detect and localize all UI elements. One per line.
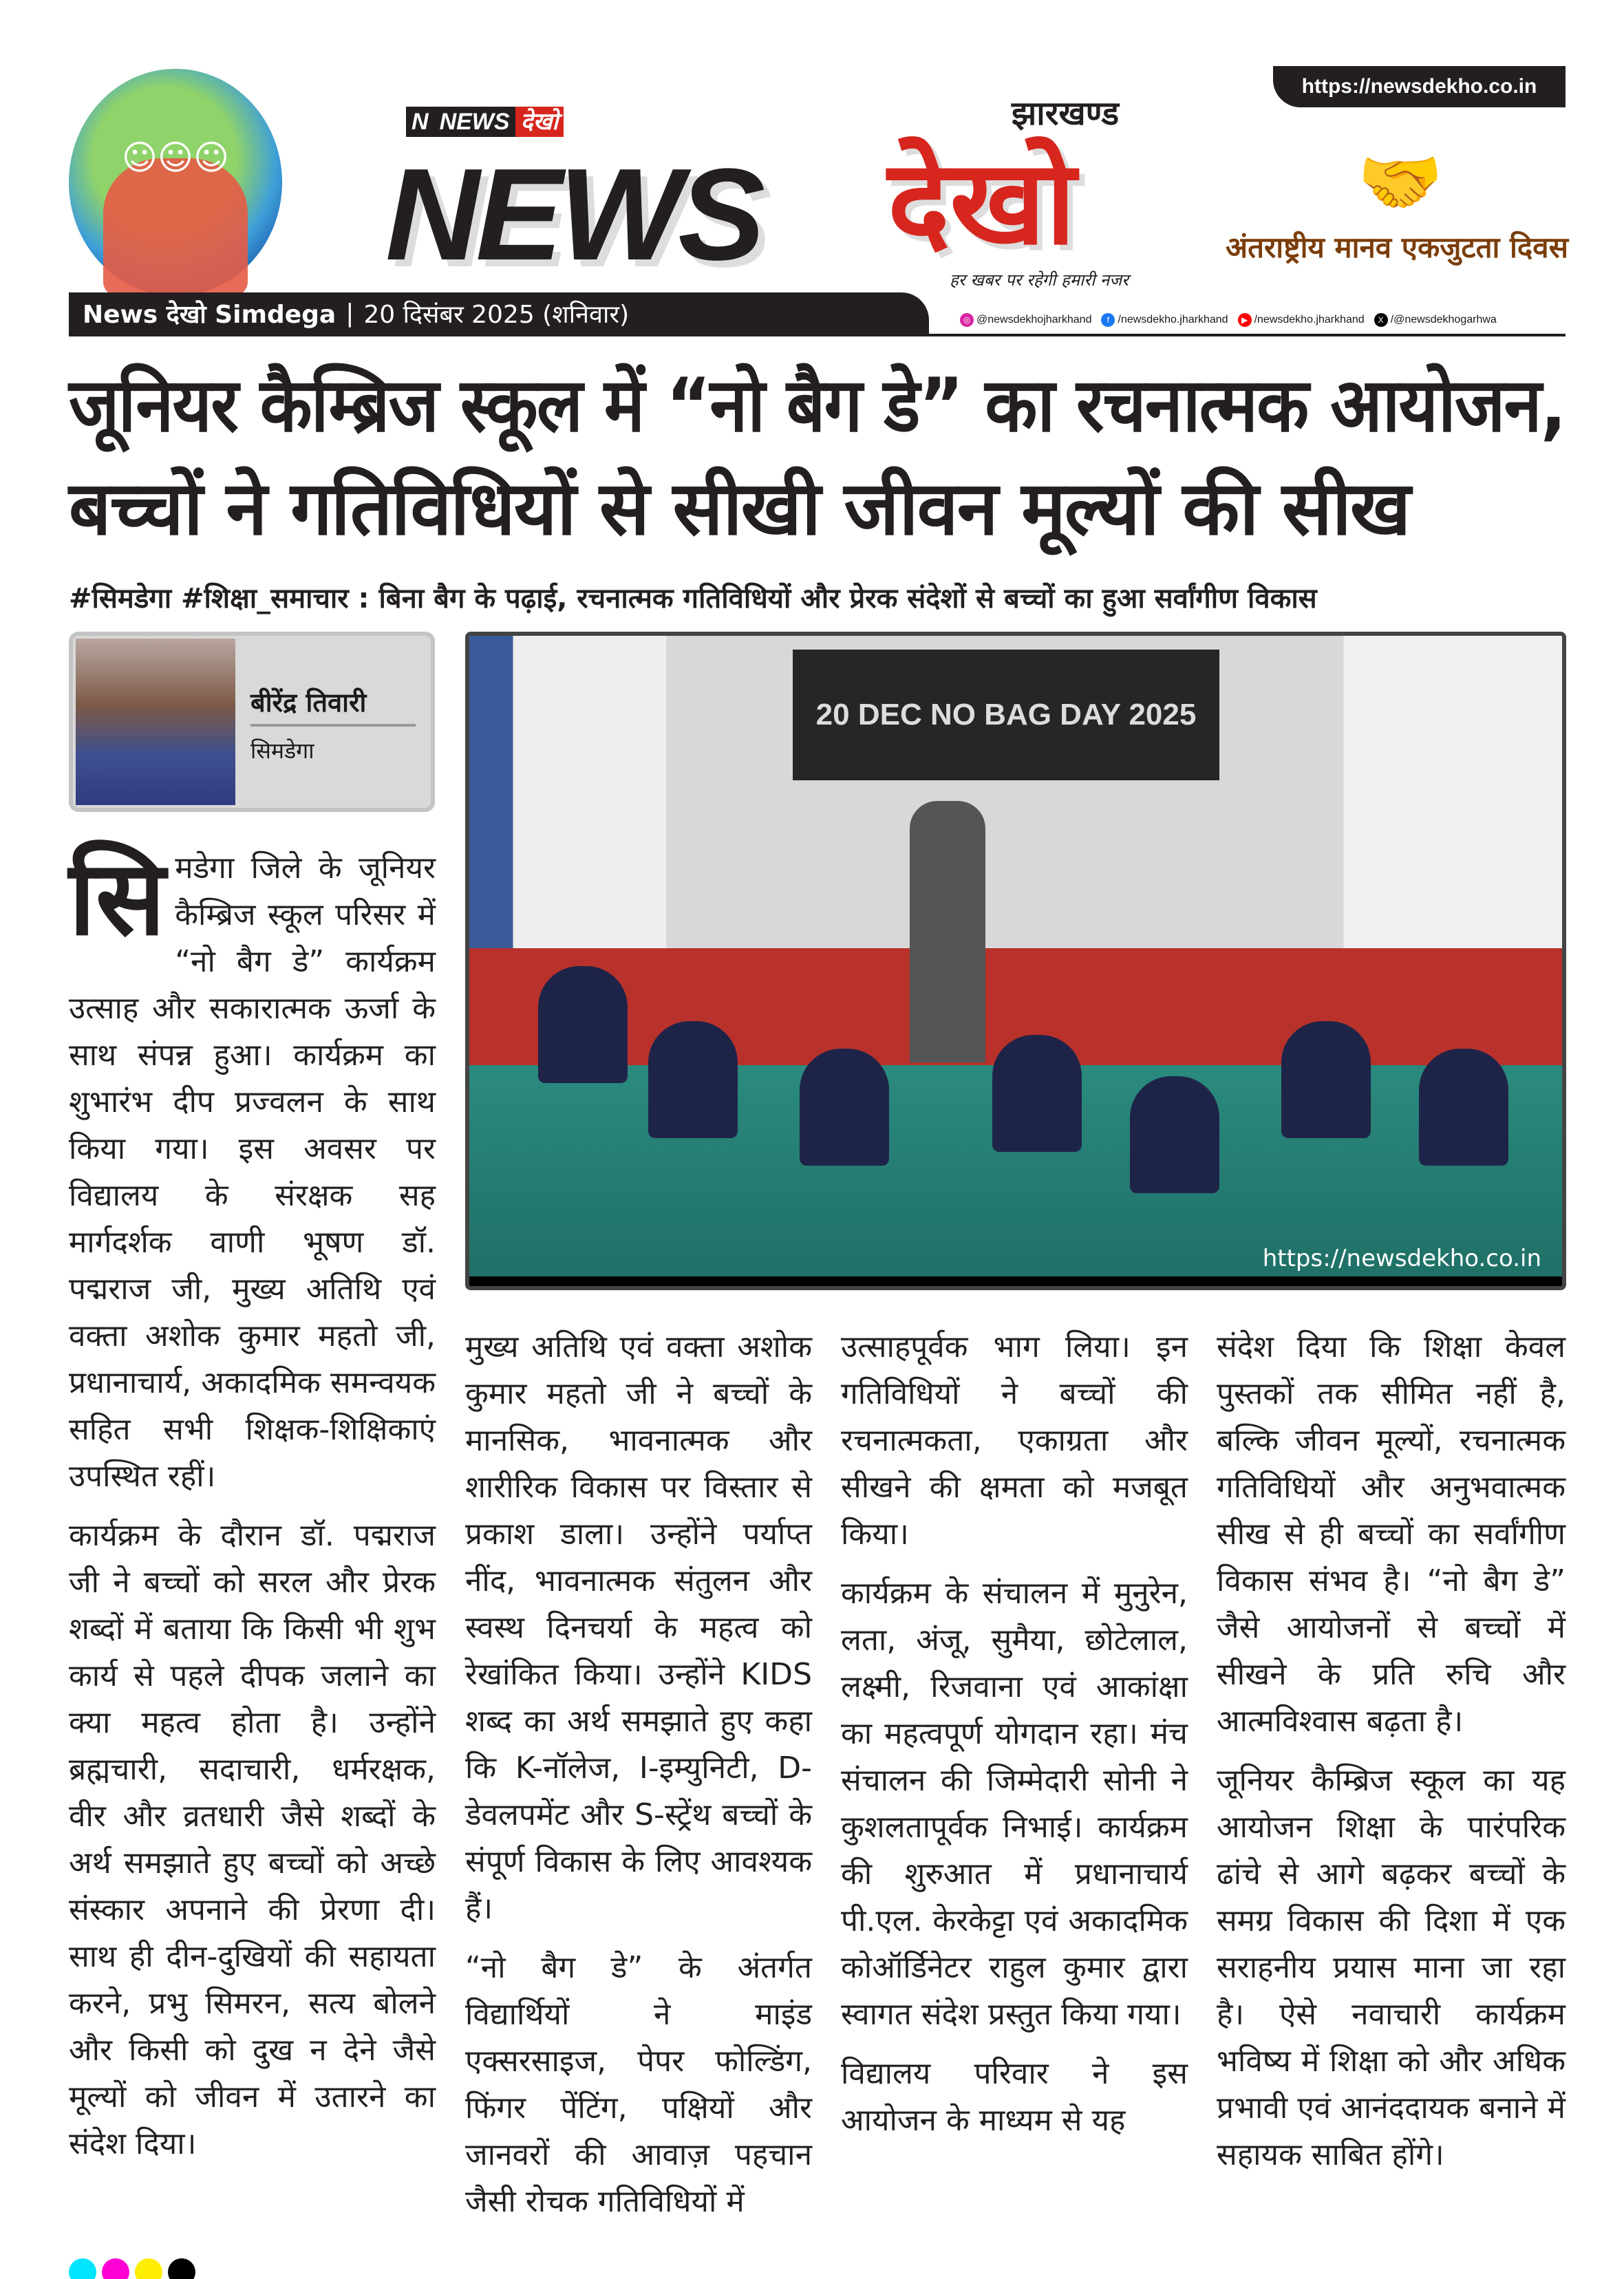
social-handle: @newsdekhojharkhand bbox=[976, 314, 1092, 325]
social-handle: /newsdekho.jharkhand bbox=[1254, 314, 1365, 325]
hands-icon bbox=[103, 158, 248, 296]
photo-student bbox=[648, 1021, 738, 1138]
yellow-dot bbox=[135, 2258, 162, 2279]
black-dot bbox=[168, 2258, 195, 2279]
photo-speaker bbox=[910, 801, 985, 1062]
social-youtube[interactable] bbox=[1238, 313, 1365, 327]
tagline-box bbox=[950, 270, 1211, 290]
logo-dekho: देखो bbox=[888, 135, 1076, 271]
region-label-box bbox=[1012, 93, 1218, 134]
article-column-2 bbox=[465, 1324, 812, 2238]
mini-logo-dekho: देखो bbox=[515, 107, 564, 137]
photo-student bbox=[1419, 1049, 1508, 1166]
photo-student bbox=[538, 966, 628, 1083]
paragraph: विद्यालय परिवार ने इस आयोजन के माध्यम से यह bbox=[841, 2056, 1188, 2138]
photo-student bbox=[1130, 1076, 1219, 1193]
paragraph: संदेश दिया कि शिक्षा केवल पुस्तकों तक सीमित नहीं है, बल्कि जीवन मूल्यों, रचनात्मक गतिविधियों और अनुभवात्मक सीख से ही बच्चों का सर्वांगीण विकास संभव है। “नो बैग डे” जैसे आयोजनों से बच्चों में सीखने के प्रति रुचि और आत्मविश्वास बढ़ता है। bbox=[1217, 1329, 1566, 1739]
handshake-icon: 🤝 bbox=[1357, 142, 1444, 222]
author-location: सिमडेगा bbox=[250, 738, 314, 764]
social-instagram[interactable] bbox=[960, 313, 1091, 327]
cyan-dot bbox=[69, 2258, 96, 2279]
logo-dekho-box bbox=[888, 135, 1211, 271]
paragraph-text: मडेगा जिले के जूनियर कैम्ब्रिज स्कूल परिसर में “नो बैग डे” कार्यक्रम उत्साह और सकारात्मक ऊर्जा के साथ संपन्न हुआ। कार्यक्रम का शुभारंभ दीप प्रज्वलन के साथ किया गया। इस अवसर पर विद्यालय के संरक्षक सह मार्गदर्शक वाणी भूषण डॉ. पद्मराज जी, मुख्य अतिथि एवं वक्ता अशोक कुमार महतो जी, प्रधानाचार्य, अकादमिक समन्वयक सहित सभी शिक्षक-शिक्षिकाएं उपस्थित रहीं। bbox=[69, 850, 436, 1494]
author-name: बीरेंद्र तिवारी bbox=[250, 687, 367, 718]
mini-logo-n: N bbox=[406, 107, 434, 137]
social-facebook[interactable] bbox=[1101, 313, 1228, 327]
facebook-icon: f bbox=[1101, 313, 1115, 327]
social-handle: /newsdekho.jharkhand bbox=[1118, 314, 1228, 325]
article-column-4 bbox=[1217, 1324, 1566, 2191]
paragraph bbox=[69, 839, 436, 1500]
social-x[interactable] bbox=[1374, 313, 1497, 327]
masthead-divider bbox=[69, 334, 1566, 336]
magenta-dot bbox=[102, 2258, 129, 2279]
article-column-3 bbox=[841, 1324, 1188, 2157]
photo-student bbox=[1281, 1021, 1371, 1138]
edition-date: 20 दिसंबर 2025 (शनिवार) bbox=[363, 300, 630, 329]
x-icon: X bbox=[1374, 313, 1388, 327]
photo-watermark: https://newsdekho.co.in bbox=[1262, 1245, 1541, 1272]
headline bbox=[69, 354, 1566, 561]
logo-news: NEWS bbox=[385, 142, 761, 288]
paragraph: कार्यक्रम के दौरान डॉ. पद्मराज जी ने बच्चों को सरल और प्रेरक शब्दों में बताया कि किसी भी शुभ कार्य से पहले दीपक जलाने का क्या महत्व होता है। उन्होंने ब्रह्मचारी, सदाचारी, धर्मरक्षक, वीर और व्रतधारी जैसे शब्दों के अर्थ समझाते हुए बच्चों को अच्छे संस्कार अपनाने की प्रेरणा दी। साथ ही दीन-दुखियों की सहायता करने, प्रभु सिमरन, सत्य बोलने और किसी को दुख न देने जैसे मूल्यों को जीवन में उतारने का संदेश दिया। bbox=[69, 1518, 436, 2161]
mini-logo-news: NEWS bbox=[434, 107, 515, 137]
youtube-icon: ▶ bbox=[1238, 313, 1252, 327]
subheading: #सिमडेगा #शिक्षा_समाचार : बिना बैग के पढ़ाई, रचनात्मक गतिविधियों और प्रेरक संदेशों से बच्चों का हुआ सर्वांगीण विकास bbox=[69, 583, 1317, 614]
headline-line-2-box bbox=[69, 458, 1566, 561]
headline-line-1: जूनियर कैम्ब्रिज स्कूल में “नो बैग डे” का रचनात्मक आयोजन, bbox=[69, 363, 1566, 449]
photo-blackboard: 20 DEC NO BAG DAY 2025 bbox=[793, 650, 1219, 780]
edition-name: News देखो Simdega bbox=[83, 300, 336, 329]
drop-cap: सि bbox=[69, 839, 166, 959]
region-label: झारखण्ड bbox=[1012, 94, 1120, 133]
logo-news-box bbox=[385, 142, 867, 288]
edition-bar bbox=[69, 292, 929, 334]
author-divider bbox=[250, 724, 416, 727]
photo-bottom-bar bbox=[469, 1276, 1562, 1286]
website-url[interactable]: https://newsdekho.co.in bbox=[1273, 66, 1566, 107]
headline-line-2: बच्चों ने गतिविधियों से सीखी जीवन मूल्यों की सीख bbox=[69, 466, 1410, 552]
social-handle: /@newsdekhogarhwa bbox=[1390, 314, 1497, 325]
cmyk-registration-dots bbox=[69, 2258, 195, 2279]
paragraph: जूनियर कैम्ब्रिज स्कूल का यह आयोजन शिक्षा के पारंपरिक ढांचे से आगे बढ़कर बच्चों के समग्र विकास की दिशा में एक सराहनीय प्रयास माना जा रहा है। ऐसे नवाचारी कार्यक्रम भविष्य में शिक्षा को और अधिक प्रभावी एवं आनंददायक बनाने में सहायक साबित होंगे। bbox=[1217, 1763, 1566, 2172]
paragraph: “नो बैग डे” के अंतर्गत विद्यार्थियों ने माइंड एक्सरसाइज, पेपर फोल्डिंग, फिंगर पेंटिंग, पक्षियों और जानवरों की आवाज़ पहचान जैसी रोचक गतिविधियों में bbox=[465, 1950, 812, 2219]
paragraph: कार्यक्रम के संचालन में मुनुरेन, लता, अंजू, सुमैया, छोटेलाल, लक्ष्मी, रिजवाना एवं आकांक्षा का महत्वपूर्ण योगदान रहा। मंच संचालन की जिम्मेदारी सोनी ने कुशलतापूर्वक निभाई। कार्यक्रम की शुरुआत में प्रधानाचार्य पी.एल. केरकेट्टा एवं अकादमिक कोऑर्डिनेटर राहुल कुमार द्वारा स्वागत संदेश प्रस्तुत किया गया। bbox=[841, 1576, 1188, 2032]
separator: | bbox=[345, 299, 354, 328]
photo-student bbox=[992, 1035, 1082, 1152]
social-handles bbox=[960, 313, 1566, 327]
headline-line-1-box bbox=[69, 354, 1566, 458]
paragraph: मुख्य अतिथि एवं वक्ता अशोक कुमार महतो जी ने बच्चों के मानसिक, भावनात्मक और शारीरिक विकास पर विस्तार से प्रकाश डाला। उन्होंने पर्याप्त नींद, भावनात्मक संतुलन और स्वस्थ दिनचर्या के महत्व को रेखांकित किया। उन्होंने KIDS शब्द का अर्थ समझाते हुए कहा कि K-नॉलेज, I-इम्युनिटी, D-डेवलपमेंट और S-स्ट्रेंथ बच्चों के संपूर्ण विकास के लिए आवश्यक हैं। bbox=[465, 1329, 812, 1926]
instagram-icon: ◎ bbox=[960, 313, 974, 327]
author-photo bbox=[76, 639, 235, 805]
special-day-title: अंतराष्ट्रीय मानव एकजुटता दिवस bbox=[1226, 231, 1568, 264]
paragraph: उत्साहपूर्वक भाग लिया। इन गतिविधियों ने बच्चों की रचनात्मकता, एकाग्रता और सीखने की क्षमता को मजबूत किया। bbox=[841, 1329, 1188, 1552]
mini-logo bbox=[406, 107, 564, 137]
photo-student bbox=[800, 1049, 889, 1166]
subheading-box bbox=[69, 578, 1566, 619]
article-column-1 bbox=[69, 839, 436, 2180]
tagline: हर खबर पर रहेगी हमारी नजर bbox=[950, 270, 1129, 290]
article-photo bbox=[465, 632, 1566, 1290]
author-box bbox=[69, 632, 435, 812]
people-chain-icon: ☺☺☺ bbox=[121, 138, 230, 178]
